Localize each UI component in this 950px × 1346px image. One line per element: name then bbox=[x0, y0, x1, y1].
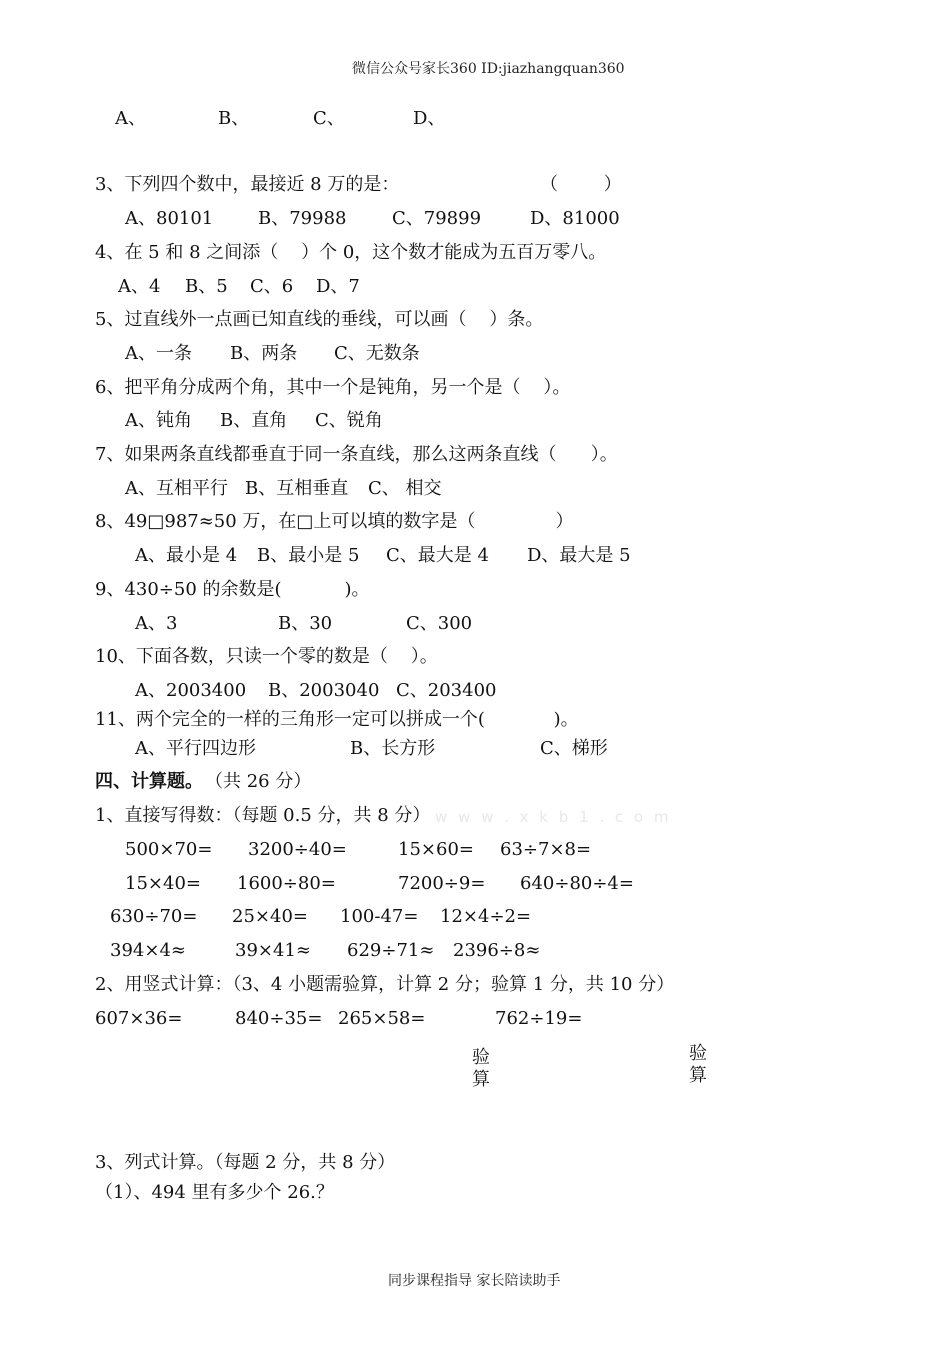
oral-4-2: 39×41≈ bbox=[235, 940, 311, 961]
oral-1-3: 15×60= bbox=[398, 839, 474, 860]
q4-option-b: B、5 bbox=[185, 276, 228, 297]
page-header: 微信公众号家长360 ID:jiazhangquan360 bbox=[352, 61, 625, 77]
question-3-answer-paren: （ ） bbox=[540, 174, 622, 195]
watermark: w w w . x k b 1 . c o m bbox=[435, 808, 672, 826]
oral-4-4: 2396÷8≈ bbox=[453, 940, 541, 961]
oral-3-1: 630÷70= bbox=[110, 906, 198, 927]
q6-option-b: B、直角 bbox=[220, 410, 288, 431]
part-2-title: 2、用竖式计算：（3、4 小题需验算，计算 2 分；验算 1 分，共 10 分） bbox=[95, 974, 675, 995]
top-option-b: B、 bbox=[218, 108, 250, 129]
q8-option-c: C、最大是 4 bbox=[386, 545, 489, 566]
q4-option-d: D、7 bbox=[316, 276, 360, 297]
part-3-title: 3、列式计算。（每题 2 分，共 8 分） bbox=[95, 1152, 396, 1173]
q7-option-a: A、互相平行 bbox=[125, 478, 228, 499]
q4-option-c: C、6 bbox=[250, 276, 294, 297]
oral-2-4: 640÷80÷4= bbox=[520, 873, 634, 894]
oral-3-3: 100-47= bbox=[340, 906, 419, 927]
q8-option-a: A、最小是 4 bbox=[135, 545, 238, 566]
q3-option-a: A、80101 bbox=[125, 208, 214, 229]
question-9: 9、430÷50 的余数是( )。 bbox=[95, 579, 370, 600]
question-7: 7、如果两条直线都垂直于同一条直线，那么这两条直线（ ）。 bbox=[95, 444, 618, 465]
oral-3-4: 12×4÷2= bbox=[440, 906, 532, 927]
section-4-title: 四、计算题。 bbox=[95, 771, 203, 792]
oral-1-1: 500×70= bbox=[125, 839, 213, 860]
question-8: 8、49□987≈50 万，在□上可以填的数字是（ ） bbox=[95, 511, 574, 532]
q5-option-c: C、无数条 bbox=[334, 343, 420, 364]
q6-option-a: A、钝角 bbox=[125, 410, 192, 431]
q10-option-c: C、203400 bbox=[396, 680, 497, 701]
question-10: 10、下面各数，只读一个零的数是（ ）。 bbox=[95, 646, 438, 667]
oral-4-1: 394×4≈ bbox=[110, 940, 186, 961]
oral-2-2: 1600÷80= bbox=[237, 873, 336, 894]
part-3-question-1: （1）、494 里有多少个 26.？ bbox=[95, 1182, 334, 1203]
check-label-2: 验算 bbox=[689, 1043, 707, 1086]
q3-option-c: C、79899 bbox=[392, 208, 482, 229]
page-footer: 同步课程指导 家长陪读助手 bbox=[388, 1273, 561, 1289]
oral-1-4: 63÷7×8= bbox=[500, 839, 592, 860]
vertical-calc-1: 607×36= bbox=[95, 1008, 183, 1029]
q6-option-c: C、锐角 bbox=[315, 410, 383, 431]
check-label-1: 验算 bbox=[472, 1047, 490, 1090]
q9-option-b: B、30 bbox=[278, 613, 333, 634]
q3-option-d: D、81000 bbox=[530, 208, 620, 229]
q4-option-a: A、4 bbox=[118, 276, 161, 297]
q8-option-d: D、最大是 5 bbox=[527, 545, 631, 566]
question-11: 11、两个完全的一样的三角形一定可以拼成一个( )。 bbox=[95, 709, 579, 730]
vertical-calc-4: 762÷19= bbox=[495, 1008, 583, 1029]
vertical-calc-2: 840÷35= bbox=[235, 1008, 323, 1029]
q5-option-a: A、一条 bbox=[125, 343, 192, 364]
q11-option-b: B、长方形 bbox=[350, 738, 436, 759]
vertical-calc-3: 265×58= bbox=[338, 1008, 426, 1029]
oral-2-1: 15×40= bbox=[125, 873, 201, 894]
section-4-points: （共 26 分） bbox=[205, 771, 312, 792]
oral-3-2: 25×40= bbox=[232, 906, 308, 927]
oral-4-3: 629÷71≈ bbox=[347, 940, 435, 961]
question-3: 3、下列四个数中，最接近 8 万的是： bbox=[95, 174, 400, 195]
q3-option-b: B、79988 bbox=[258, 208, 347, 229]
q9-option-a: A、3 bbox=[135, 613, 178, 634]
q10-option-b: B、2003040 bbox=[268, 680, 380, 701]
part-1-title: 1、直接写得数：（每题 0.5 分，共 8 分） bbox=[95, 805, 431, 826]
question-4: 4、在 5 和 8 之间添（ ）个 0，这个数才能成为五百万零八。 bbox=[95, 242, 607, 263]
q5-option-b: B、两条 bbox=[230, 343, 298, 364]
q11-option-a: A、平行四边形 bbox=[135, 738, 256, 759]
q7-option-c: C、 相交 bbox=[368, 478, 442, 499]
oral-1-2: 3200÷40= bbox=[248, 839, 347, 860]
top-option-c: C、 bbox=[313, 108, 345, 129]
oral-2-3: 7200÷9= bbox=[398, 873, 486, 894]
top-option-a: A、 bbox=[115, 108, 146, 129]
q7-option-b: B、互相垂直 bbox=[245, 478, 349, 499]
question-5: 5、过直线外一点画已知直线的垂线，可以画（ ）条。 bbox=[95, 309, 544, 330]
q10-option-a: A、2003400 bbox=[135, 680, 247, 701]
q8-option-b: B、最小是 5 bbox=[257, 545, 360, 566]
top-option-d: D、 bbox=[413, 108, 446, 129]
question-6: 6、把平角分成两个角，其中一个是钝角，另一个是（ ）。 bbox=[95, 377, 571, 398]
q9-option-c: C、300 bbox=[406, 613, 473, 634]
q11-option-c: C、梯形 bbox=[540, 738, 608, 759]
